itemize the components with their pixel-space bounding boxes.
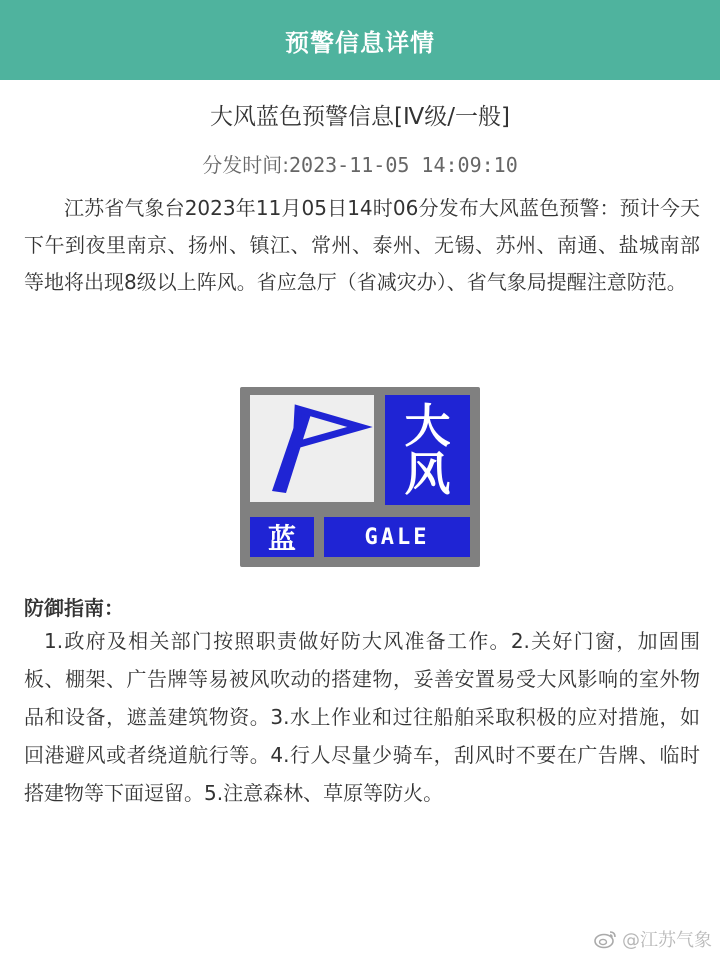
release-time-line: [0, 149, 720, 178]
flag-panel: [250, 395, 374, 502]
alert-title: 大风蓝色预警信息[Ⅳ级/一般]: [210, 104, 510, 130]
guide-text: 1.政府及相关部门按照职责做好防大风准备工作。2.关好门窗，加固围板、棚架、广告牌等易被风吹动的搭建物，妥善安置易受大风影响的室外物品和设备，遮盖建筑物资。3.水上作业和过往船舶采取积极的应对措施，如回港避风或者绕道航行等。4.行人尽量少骑车，刮风时不要在广告牌、临时搭建物等下面逗留。5.注意森林、草原等防火。: [24, 629, 700, 805]
warning-type-panel: [385, 395, 470, 505]
guide-heading: 防御指南：: [24, 596, 124, 620]
warning-type-char-bottom: 风: [404, 447, 451, 501]
watermark: [594, 926, 712, 952]
page-title: 预警信息详情: [285, 28, 435, 57]
warning-level-char: 蓝: [267, 522, 296, 555]
watermark-text: @江苏气象: [622, 930, 712, 951]
weibo-icon: [594, 929, 618, 949]
header-bar: [0, 0, 720, 80]
release-time-value: 2023-11-05 14:09:10: [288, 153, 518, 177]
warning-level-panel: [250, 517, 314, 557]
release-time-label: 分发时间:: [202, 153, 289, 177]
gale-warning-sign: [240, 387, 480, 567]
alert-body: 江苏省气象台2023年11月05日14时06分发布大风蓝色预警：预计今天下午到夜里南京、扬州、镇江、常州、泰州、无锡、苏州、南通、盐城南部等地将出现8级以上阵风。省应急厅（省减灾办）、省气象局提醒注意防范。: [24, 196, 700, 294]
warning-type-char-top: 大: [404, 399, 451, 453]
gale-flag-icon: [250, 395, 374, 502]
warning-english-panel: [324, 517, 470, 557]
warning-english-label: GALE: [364, 524, 430, 550]
